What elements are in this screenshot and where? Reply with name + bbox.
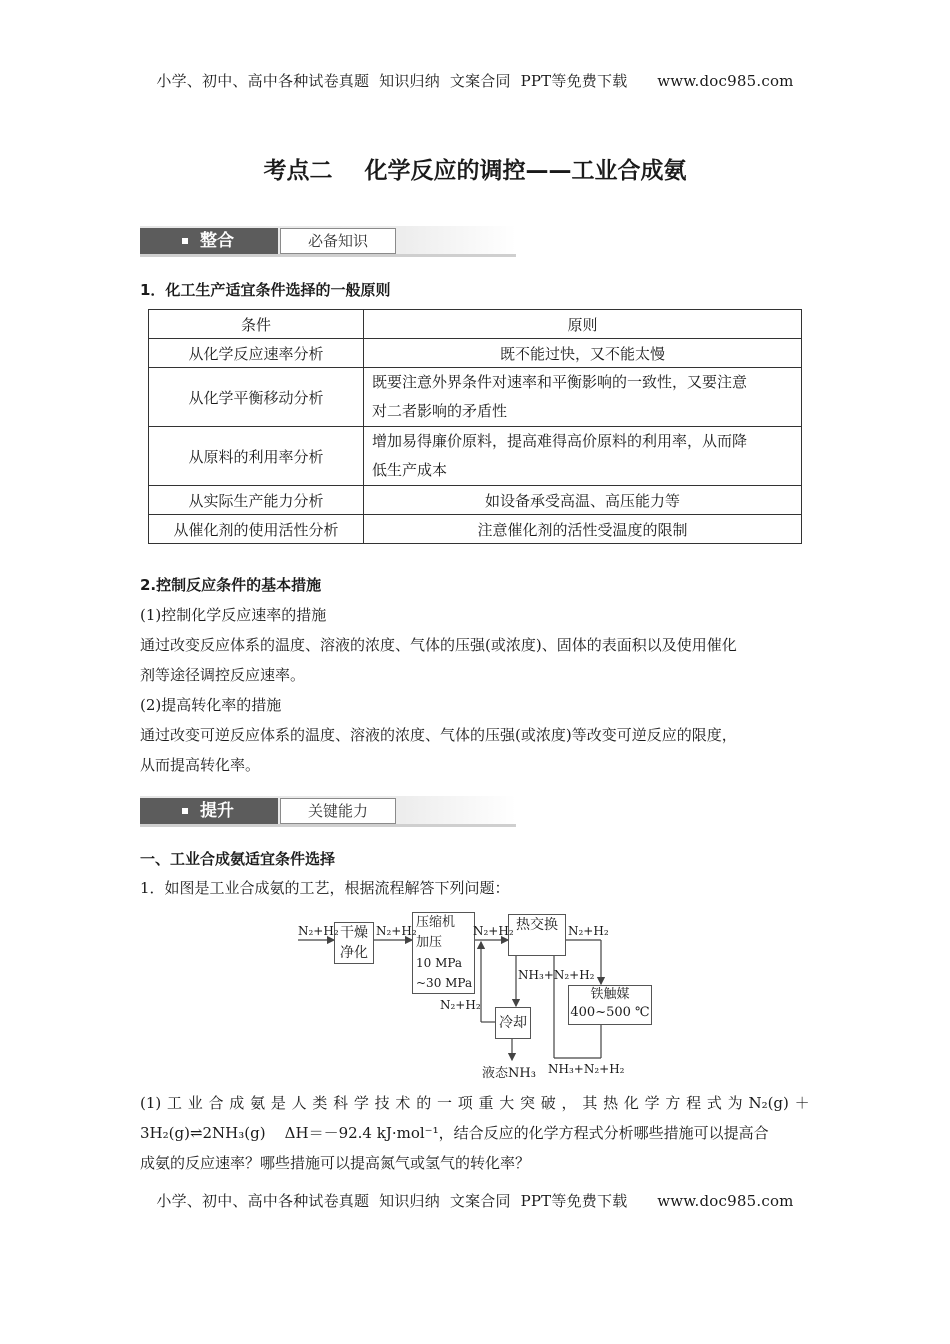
- section2-sub1: (1)控制化学反应速率的措施: [140, 606, 327, 624]
- table-header-cell: 原则: [364, 310, 802, 339]
- mix-down-label: NH₃+N₂+H₂: [518, 968, 595, 982]
- compressor-box: 压缩机 加压 10 MPa ~30 MPa: [412, 912, 475, 994]
- section2-sub1-line1: 通过改变反应体系的温度、溶液的浓度、气体的压强(或浓度)、固体的表面积以及使用催化: [140, 636, 737, 654]
- table-cell-condition: 从化学反应速率分析: [149, 339, 364, 368]
- flow-label: N₂+H₂: [568, 924, 609, 938]
- catalyst-box: 铁触媒 400~500 ℃: [568, 985, 652, 1025]
- ammonia-process-diagram: [296, 910, 666, 1085]
- section-banner-improve: [140, 796, 516, 827]
- banner-tag: 整合: [140, 228, 278, 254]
- table-row: [149, 515, 802, 544]
- table-cell-principle: 注意催化剂的活性受温度的限制: [364, 515, 802, 544]
- table-header-cell: 条件: [149, 310, 364, 339]
- principles-table: [148, 309, 802, 544]
- table-row: [149, 339, 802, 368]
- banner-square-icon: [182, 808, 188, 814]
- section3-question: 1．如图是工业合成氨的工艺，根据流程解答下列问题：: [140, 879, 510, 897]
- table-cell-condition: 从催化剂的使用活性分析: [149, 515, 364, 544]
- flow-label: N₂+H₂: [473, 924, 514, 938]
- banner-edge: [140, 824, 516, 827]
- table-cell-condition: 从实际生产能力分析: [149, 486, 364, 515]
- page-header: 小学、初中、高中各种试卷真题 知识归纳 文案合同 PPT等免费下载 www.doc985.com: [156, 72, 794, 90]
- banner-tag: 提升: [140, 798, 278, 824]
- banner-edge: [140, 254, 516, 257]
- table-row: [149, 427, 802, 486]
- section1-heading: 1．化工生产适宜条件选择的一般原则: [140, 281, 391, 299]
- table-row: [149, 486, 802, 515]
- table-cell-principle: 如设备承受高温、高压能力等: [364, 486, 802, 515]
- section-banner-integrate: [140, 226, 516, 257]
- table-cell-condition: 从化学平衡移动分析: [149, 368, 364, 427]
- q1-line1: (1) 工 业 合 成 氨 是 人 类 科 学 技 术 的 一 项 重 大 突 破 ， 其 热 化 学 方 程 式 为 N₂(g) ＋: [140, 1094, 810, 1112]
- table-row: [149, 368, 802, 427]
- q1-line2: 3H₂(g)⇌2NH₃(g) ΔH＝－92.4 kJ·mol⁻¹，结合反应的化学方程式分析哪些措施可以提高合: [140, 1124, 769, 1142]
- banner-label: 关键能力: [280, 798, 396, 824]
- section2-heading: 2.控制反应条件的基本措施: [140, 576, 322, 594]
- heat-exchanger-box: 热交换: [508, 914, 566, 956]
- mix-bottom-label: NH₃+N₂+H₂: [548, 1062, 625, 1076]
- section2-sub1-line2: 剂等途径调控反应速率。: [140, 666, 306, 684]
- cooler-box: 冷却: [495, 1007, 531, 1039]
- table-header-row: [149, 310, 802, 339]
- flow-label: N₂+H₂: [376, 924, 417, 938]
- table-cell-principle: 既不能过快，又不能太慢: [364, 339, 802, 368]
- page-title: 考点二 化学反应的调控——工业合成氨: [263, 158, 687, 184]
- feed-label: N₂+H₂: [298, 924, 339, 938]
- section2-sub2-line1: 通过改变可逆反应体系的温度、溶液的浓度、气体的压强(或浓度)等改变可逆反应的限度，: [140, 726, 737, 744]
- table-cell-principle: 既要注意外界条件对速率和平衡影响的一致性，又要注意 对二者影响的矛盾性: [364, 368, 802, 427]
- table-cell-principle: 增加易得廉价原料，提高难得高价原料的利用率，从而降 低生产成本: [364, 427, 802, 486]
- recycle-label: N₂+H₂: [440, 998, 481, 1012]
- section2-sub2-line2: 从而提高转化率。: [140, 756, 261, 774]
- page-footer: 小学、初中、高中各种试卷真题 知识归纳 文案合同 PPT等免费下载 www.doc985.com: [156, 1192, 794, 1210]
- q1-line3: 成氨的反应速率？哪些措施可以提高氮气或氢气的转化率？: [140, 1154, 531, 1172]
- banner-square-icon: [182, 238, 188, 244]
- table-cell-condition: 从原料的利用率分析: [149, 427, 364, 486]
- liquid-ammonia-label: 液态NH₃: [482, 1066, 536, 1081]
- dry-purify-box: 干燥 净化: [334, 922, 374, 964]
- section2-sub2: (2)提高转化率的措施: [140, 696, 282, 714]
- section3-heading: 一、工业合成氨适宜条件选择: [140, 850, 336, 868]
- banner-label: 必备知识: [280, 228, 396, 254]
